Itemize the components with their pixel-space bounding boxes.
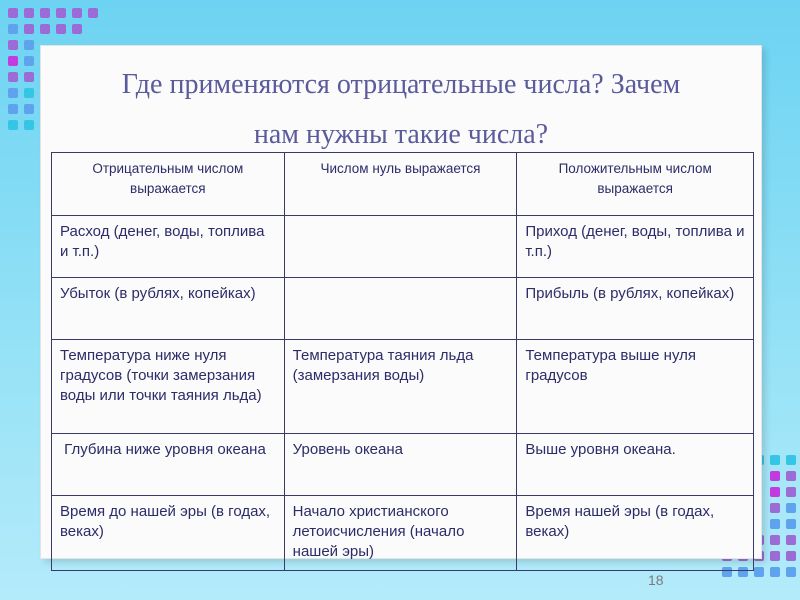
table-row	[52, 216, 754, 278]
table-row	[52, 340, 754, 434]
slide-title-line-1: Где применяются отрицательные числа? Зачем	[121, 69, 681, 100]
slide-panel	[40, 45, 762, 559]
table-cell: Прибыль (в рублях, копейках)	[517, 278, 754, 340]
slide-title	[41, 60, 761, 160]
table-cell: Время нашей эры (в годах, веках)	[517, 496, 754, 571]
page-number: 18	[648, 572, 664, 588]
table-cell: Выше уровня океана.	[517, 434, 754, 496]
table-row	[52, 278, 754, 340]
table-cell: Расход (денег, воды, топлива и т.п.)	[52, 216, 285, 278]
table-cell: Начало христианского летоисчисления (начало нашей эры)	[284, 496, 517, 571]
table-cell: Убыток (в рублях, копейках)	[52, 278, 285, 340]
comparison-table	[51, 152, 754, 571]
table-cell: Уровень океана	[284, 434, 517, 496]
table-row	[52, 496, 754, 571]
table-cell: Температура таяния льда (замерзания воды)	[284, 340, 517, 434]
table-cell: Температура выше нуля градусов	[517, 340, 754, 434]
header-positive: Положительным числом выражается	[517, 153, 754, 216]
table-cell: Приход (денег, воды, топлива и т.п.)	[517, 216, 754, 278]
header-negative: Отрицательным числом выражается	[52, 153, 285, 216]
table-cell	[284, 278, 517, 340]
table-cell: Время до нашей эры (в годах, веках)	[52, 496, 285, 571]
table-cell: Глубина ниже уровня океана	[52, 434, 285, 496]
slide-title-line-2: нам нужны такие числа?	[253, 119, 549, 150]
table-header-row	[52, 153, 754, 216]
header-zero: Числом нуль выражается	[284, 153, 517, 216]
table-row	[52, 434, 754, 496]
table-cell	[284, 216, 517, 278]
table-cell: Температура ниже нуля градусов (точки замерзания воды или точки таяния льда)	[52, 340, 285, 434]
